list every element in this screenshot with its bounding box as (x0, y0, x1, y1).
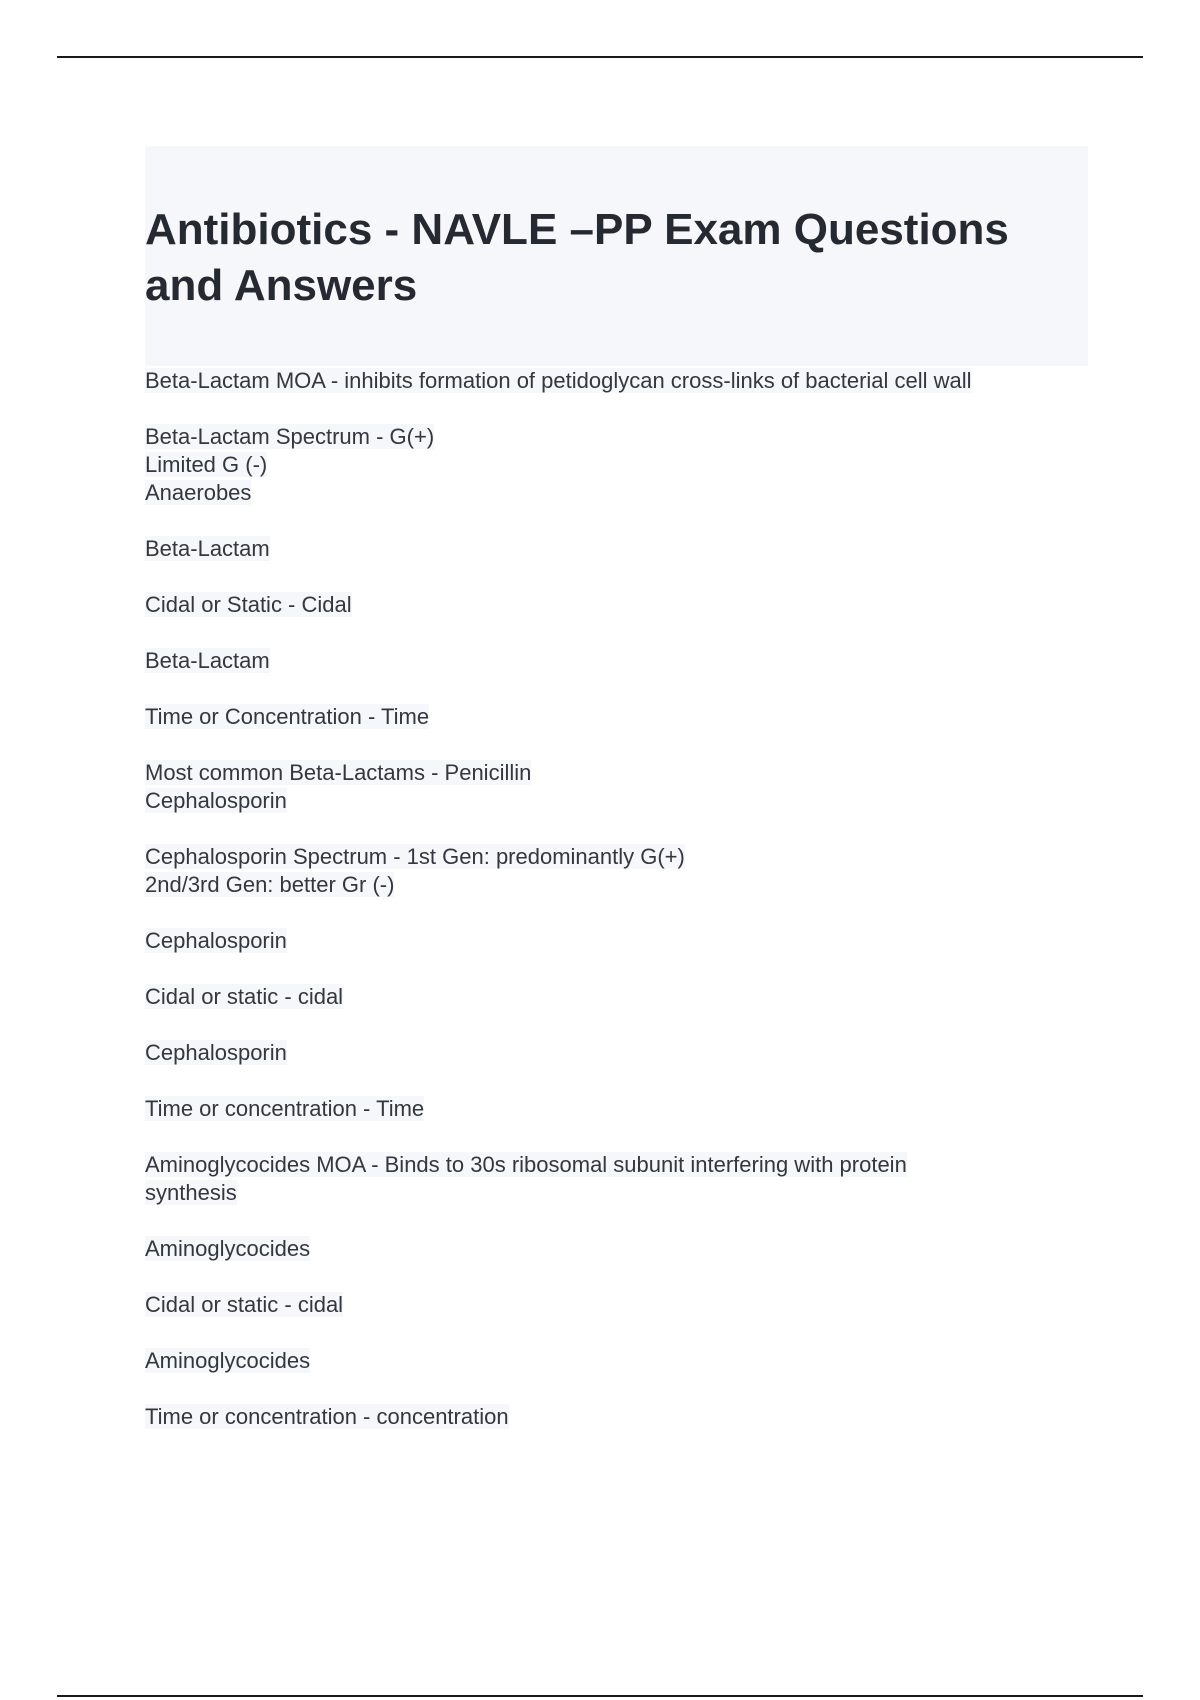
qa-entry: Aminoglycocides MOA - Binds to 30s ribosomal subunit interfering with protein synthesis (145, 1152, 907, 1205)
qa-list (145, 367, 1105, 1459)
header-rule (57, 56, 1143, 58)
qa-entry: Beta-Lactam MOA - inhibits formation of petidoglycan cross-links of bacterial cell wall (145, 368, 972, 393)
qa-entry: Cephalosporin (145, 1040, 287, 1065)
qa-entry: Cephalosporin (145, 928, 287, 953)
qa-entry: Cidal or static - cidal (145, 1292, 344, 1317)
qa-entry: Beta-Lactam (145, 648, 270, 673)
qa-entry: Cephalosporin Spectrum - 1st Gen: predominantly G(+) 2nd/3rd Gen: better Gr (-) (145, 844, 685, 897)
footer-rule (57, 1695, 1143, 1697)
qa-entry: Beta-Lactam (145, 536, 270, 561)
qa-entry: Aminoglycocides (145, 1348, 311, 1373)
qa-entry: Cidal or Static - Cidal (145, 592, 352, 617)
qa-entry: Cidal or static - cidal (145, 984, 344, 1009)
qa-entry: Time or Concentration - Time (145, 704, 430, 729)
qa-entry: Time or concentration - Time (145, 1096, 425, 1121)
qa-entry: Beta-Lactam Spectrum - G(+) Limited G (-) Anaerobes (145, 424, 435, 505)
document-title: Antibiotics - NAVLE –PP Exam Questions and Answers (145, 205, 1009, 310)
qa-entry: Time or concentration - concentration (145, 1404, 509, 1429)
qa-entry: Aminoglycocides (145, 1236, 311, 1261)
qa-entry: Most common Beta-Lactams - Penicillin Cephalosporin (145, 760, 532, 813)
